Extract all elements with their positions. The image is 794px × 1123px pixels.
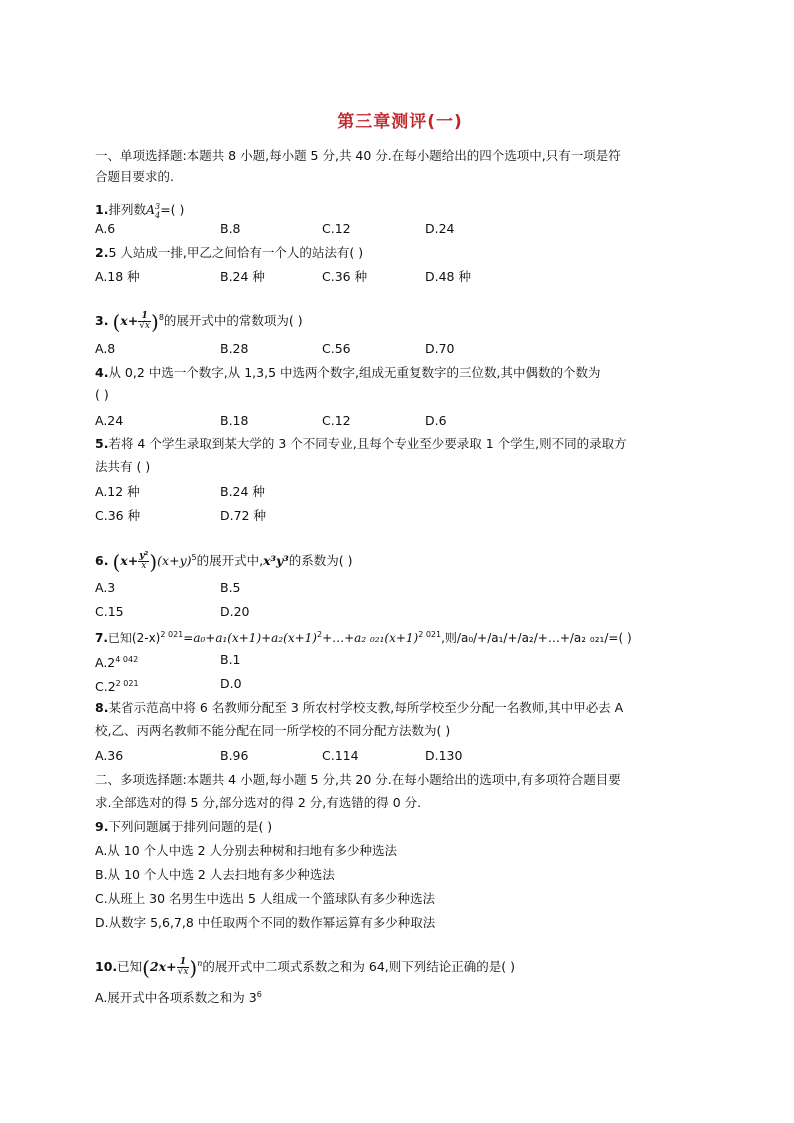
question-6	[95, 546, 353, 573]
question-text-end: 的系数为( )	[288, 553, 353, 569]
question-text: 若将 4 个学生录取到某大学的 3 个不同专业,且每个专业至少要录取 1 个学生,则不同的录取方	[108, 436, 627, 451]
option-a[interactable]: A.从 10 个人中选 2 人分别去种树和扫地有多少种选法	[95, 843, 398, 858]
question-text: 的展开式中的常数项为( )	[163, 313, 303, 329]
fraction-numerator: 1	[138, 312, 151, 322]
question-number: 1.	[95, 202, 109, 218]
question-8-options	[95, 747, 705, 765]
question-5-line2: 法共有 ( )	[95, 459, 151, 474]
option-a[interactable]	[95, 986, 262, 1007]
option-c[interactable]: C.36 种	[95, 508, 141, 523]
question-7	[95, 626, 632, 647]
fraction-denominator: √x	[139, 321, 150, 332]
option-b[interactable]: B.28	[220, 341, 249, 356]
question-4-blank: ( )	[95, 387, 109, 402]
option-d[interactable]: D.0	[220, 676, 242, 691]
question-6-options-row2	[95, 603, 705, 621]
option-d[interactable]: D.70	[425, 341, 455, 356]
question-text-end: =( )	[160, 202, 185, 218]
page-title: 第三章测评(一)	[337, 112, 463, 132]
option-c-exponent: 2 021	[115, 679, 139, 688]
fraction-numerator: y²	[139, 551, 149, 562]
paren-open: (	[142, 955, 150, 980]
question-text: 排列数	[108, 202, 146, 218]
fraction	[177, 958, 190, 977]
option-d[interactable]: D.6	[425, 413, 447, 428]
paren-open: (	[112, 549, 121, 574]
math-term: x³y³	[263, 553, 289, 569]
exponent: 2 021	[418, 630, 442, 639]
section1-instructions-line2: 合题目要求的.	[95, 169, 174, 184]
question-3-options	[95, 340, 705, 358]
question-4-options	[95, 412, 705, 430]
option-c[interactable]: C.12	[322, 221, 351, 236]
option-c[interactable]: C.从班上 30 名男生中选出 5 人组成一个篮球队有多少种选法	[95, 891, 435, 906]
question-number: 4.	[95, 365, 109, 380]
question-text: 5 人站成一排,甲乙之间恰有一个人的站法有( )	[108, 245, 364, 260]
question-number: 2.	[95, 245, 109, 260]
question-number: 3.	[95, 313, 109, 329]
option-d[interactable]: D.48 种	[425, 269, 471, 284]
exponent: 8	[158, 313, 164, 322]
fraction-numerator: 1	[177, 958, 190, 968]
option-a[interactable]: A.8	[95, 341, 116, 356]
perm-sub: 4	[155, 210, 161, 220]
option-a[interactable]: A.18 种	[95, 269, 140, 284]
math-base: x+	[120, 313, 139, 329]
exponent: 2 021	[160, 630, 184, 639]
question-text: 已知(2-x)	[107, 631, 161, 645]
question-number: 6.	[95, 553, 109, 569]
option-d[interactable]: D.130	[425, 748, 463, 763]
question-number: 5.	[95, 436, 109, 451]
question-text-end: 的展开式中二项式系数之和为 64,则下列结论正确的是( )	[202, 959, 515, 975]
option-d[interactable]: D.24	[425, 221, 455, 236]
fraction-denominator: √x	[177, 967, 189, 978]
question-text: 某省示范高中将 6 名教师分配至 3 所农村学校支教,每所学校至少分配一名教师,其中甲必去 A	[108, 700, 624, 715]
question-number: 8.	[95, 700, 109, 715]
option-d[interactable]: D.从数字 5,6,7,8 中任取两个不同的数作幂运算有多少种取法	[95, 915, 436, 930]
paren-close: )	[189, 955, 198, 980]
exponent: n	[197, 959, 203, 968]
fraction	[138, 312, 151, 331]
option-a[interactable]: A.3	[95, 580, 116, 595]
option-b[interactable]: B.96	[220, 748, 249, 763]
option-c[interactable]: C.12	[322, 413, 351, 428]
option-a[interactable]: A.6	[95, 221, 116, 236]
option-b[interactable]: B.1	[220, 652, 241, 667]
question-2-options	[95, 268, 705, 286]
option-a-text: A.展开式中各项系数之和为 3	[95, 990, 257, 1006]
option-a-base: A.2	[95, 655, 116, 671]
option-c[interactable]	[95, 675, 139, 696]
option-d[interactable]: D.72 种	[220, 508, 266, 523]
question-8-line2: 校,乙、丙两名教师不能分配在同一所学校的不同分配方法数为( )	[95, 723, 451, 738]
question-text: 下列问题属于排列问题的是( )	[108, 819, 273, 834]
option-c[interactable]: C.15	[95, 604, 124, 619]
question-number: 10.	[95, 959, 118, 975]
paren-close: )	[151, 309, 159, 334]
question-9	[95, 818, 272, 836]
question-text: 的展开式中,	[196, 553, 264, 569]
perm-letter: A	[145, 202, 155, 218]
option-a[interactable]: A.12 种	[95, 484, 140, 499]
paren-close: )	[149, 549, 158, 574]
paren-open: (	[112, 309, 121, 334]
math-factor: (x+y)	[157, 553, 192, 569]
section2-instructions-line1: 二、多项选择题:本题共 4 小题,每小题 5 分,共 20 分.在每小题给出的选项中,有多项符合题目要	[95, 772, 621, 787]
option-b[interactable]: B.24 种	[220, 269, 265, 284]
math-base: x+	[120, 553, 139, 569]
question-6-options-row1	[95, 579, 705, 597]
math-base: 2x+	[149, 959, 177, 975]
question-text-end: ,则/a₀/+/a₁/+/a₂/+…+/a₂ ₀₂₁/=( )	[441, 631, 632, 645]
fraction-denominator: x	[141, 561, 147, 572]
option-c[interactable]: C.56	[322, 341, 351, 356]
question-5-options-row1	[95, 483, 705, 501]
math-expression: =a₀+a₁(x+1)+a₂(x+1)	[183, 631, 317, 645]
perm-sup: 3	[155, 202, 161, 211]
section1-instructions-line1: 一、单项选择题:本题共 8 小题,每小题 5 分,共 40 分.在每小题给出的四个选项中,只有一项是符	[95, 148, 621, 163]
permutation-symbol	[145, 202, 161, 220]
question-4	[95, 364, 600, 382]
option-a-exponent: 4 042	[115, 655, 139, 664]
option-a[interactable]	[95, 651, 138, 672]
section2-instructions-line2: 求.全部选对的得 5 分,部分选对的得 2 分,有选错的得 0 分.	[95, 795, 422, 810]
question-8	[95, 699, 623, 717]
option-b[interactable]: B.从 10 个人中选 2 人去扫地有多少种选法	[95, 867, 335, 882]
question-text: 从 0,2 中选一个数字,从 1,3,5 中选两个数字,组成无重复数字的三位数,其中偶数的个数为	[108, 365, 601, 380]
option-a-exponent: 6	[256, 990, 262, 999]
question-5-options-row2	[95, 507, 705, 525]
math-expression: +…+a₂ ₀₂₁(x+1)	[322, 631, 419, 645]
question-10	[95, 952, 515, 979]
option-c[interactable]: C.114	[322, 748, 359, 763]
exponent: 5	[191, 553, 197, 562]
fraction	[138, 552, 149, 571]
question-5	[95, 435, 627, 453]
option-b[interactable]: B.24 种	[220, 484, 265, 499]
option-b[interactable]: B.5	[220, 580, 241, 595]
question-3	[95, 306, 303, 333]
option-d[interactable]: D.20	[220, 604, 250, 619]
option-c[interactable]: C.36 种	[322, 269, 368, 284]
question-2	[95, 244, 363, 262]
question-text: 已知	[117, 959, 143, 975]
question-1-options	[95, 220, 705, 238]
option-a[interactable]: A.24	[95, 413, 124, 428]
option-a[interactable]: A.36	[95, 748, 124, 763]
exponent: 2	[316, 630, 323, 639]
question-7-options-row1	[95, 651, 705, 669]
option-c-base: C.2	[95, 679, 116, 695]
option-b[interactable]: B.8	[220, 221, 241, 236]
question-number: 7.	[95, 631, 108, 645]
option-b[interactable]: B.18	[220, 413, 249, 428]
question-7-options-row2	[95, 675, 705, 693]
question-number: 9.	[95, 819, 109, 834]
